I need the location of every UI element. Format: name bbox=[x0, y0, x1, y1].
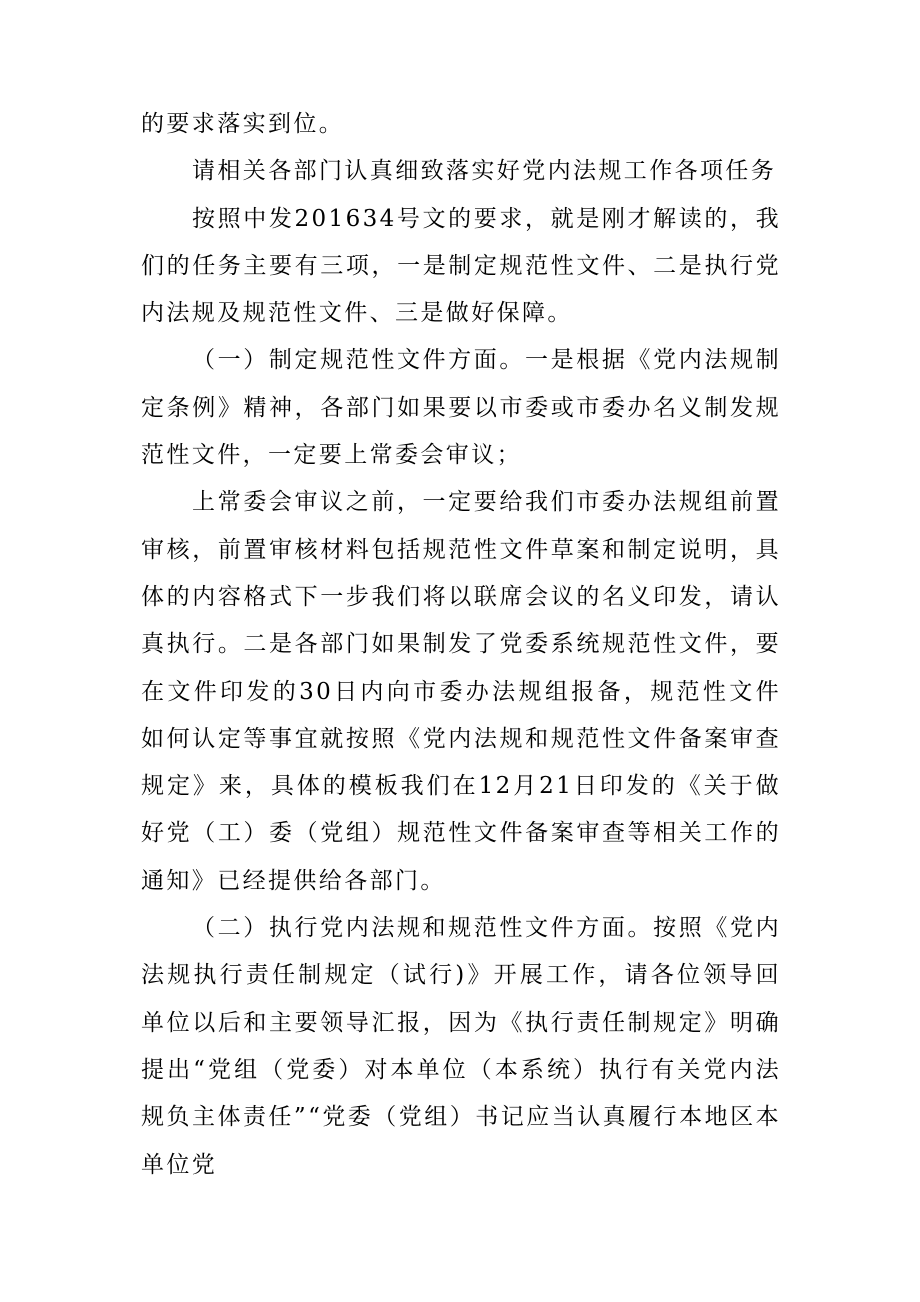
document-body bbox=[141, 101, 781, 1189]
paragraph-continuation: 的要求落实到位。 bbox=[141, 111, 345, 137]
paragraph-section-one: （一）制定规范性文件方面。一是根据《党内法规制定条例》精神，各部门如果要以市委或市委办名义制发规范性文件，一定要上常委会审议； bbox=[141, 347, 781, 469]
paragraph-heading-tasks: 请相关各部门认真细致落实好党内法规工作各项任务 bbox=[192, 158, 777, 185]
paragraph-section-two: （二）执行党内法规和规范性文件方面。按照《党内法规执行责任制规定（试行)》开展工作，请各位领导回单位以后和主要领导汇报，因为《执行责任制规定》明确提出“党组（党委）对本单位（本系统）执行有关党内法规负主体责任”“党委（党组）书记应当认真履行本地区本单位党 bbox=[141, 915, 781, 1178]
paragraph-pre-review: 上常委会审议之前，一定要给我们市委办法规组前置审核，前置审核材料包括规范性文件草案和制定说明，具体的内容格式下一步我们将以联席会议的名义印发，请认真执行。二是各部门如果制发了党委系统规范性文件，要在文件印发的30日内向市委办法规组报备，规范性文件如何认定等事宜就按照《党内法规和规范性文件备案审查规定》来，具体的模板我们在12月21日印发的《关于做好党（工）委（党组）规范性文件备案审查等相关工作的通知》已经提供给各部门。 bbox=[141, 489, 781, 894]
paragraph-tasks-overview: 按照中发201634号文的要求，就是刚才解读的，我们的任务主要有三项，一是制定规范性文件、二是执行党内法规及规范性文件、三是做好保障。 bbox=[141, 205, 781, 327]
